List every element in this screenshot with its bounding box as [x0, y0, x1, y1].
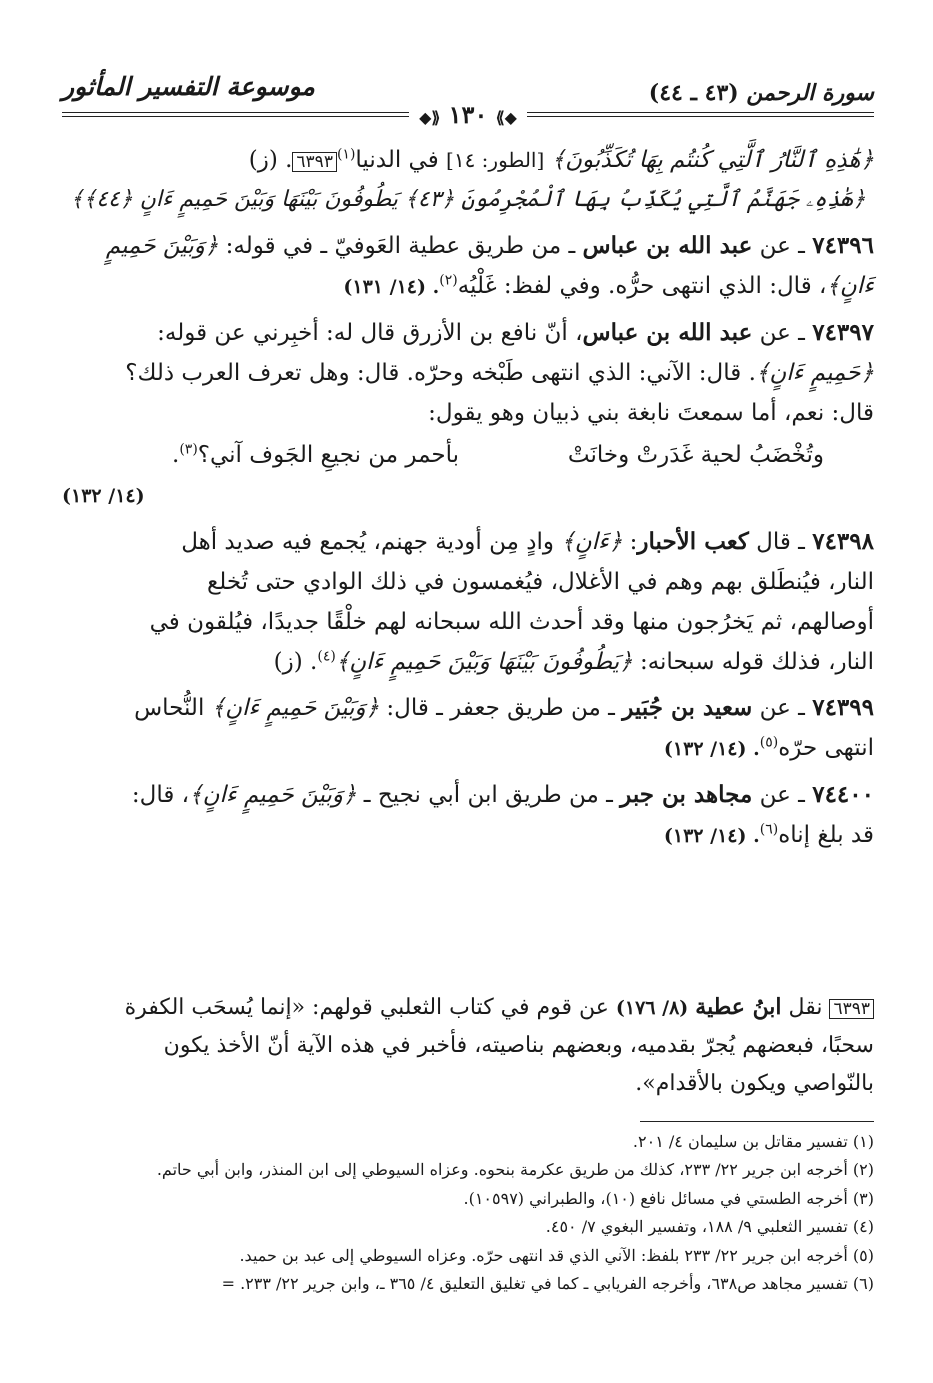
- footnote-marker: (٢): [439, 272, 458, 289]
- quran-quote: ﴿يَطُوفُونَ بَيْنَهَا وَبَيْنَ حَمِيمٍ ءَانٍ﴾: [335, 649, 633, 675]
- narration-entry: ٧٤٣٩٦ ـ عن عبد الله بن عباس ـ من طريق عطية العَوفيّ ـ في قوله: ﴿وَبَيْنَ حَمِيمٍ ءَانٍ﴾، قال: الذي انتهى حرُّه. وفي لفظ: غَلْيُه$^{(٢)}$. (١٤/ ١٣١): [105, 232, 874, 299]
- narration-entry: ٧٤٣٩٩ ـ عن سعيد بن جُبَير ـ من طريق جعفر ـ قال: ﴿وَبَيْنَ حَمِيمٍ ءَانٍ﴾ النُّحاس انتهى حرّه$^{(٥)}$. (١٤/ ١٣٢): [134, 694, 874, 761]
- narrator-name: كعب الأحبار: [637, 528, 749, 555]
- main-text: [62, 140, 874, 856]
- narrator-name: عبد الله بن عباس: [582, 319, 753, 346]
- quran-quote: ﴿وَبَيْنَ حَمِيمٍ ءَانٍ﴾: [211, 695, 380, 721]
- quran-quote: ءَانٍ﴾: [826, 273, 874, 299]
- volume-ref: . (١٤/ ١٣١): [343, 276, 440, 298]
- quran-quote: ﴿حَمِيمٍ ءَانٍ﴾: [755, 360, 874, 386]
- commentary-note: ٦٣٩٣ نقل ابنُ عطية (٨/ ١٧٦) عن قوم في كتاب الثعلبي قولهم: «إنما يُسحَب الكفرة سحبًا، فبعضهم يُجرّ بقدميه، وبعضهم بناصيته، فأخبر في هذه الآية أنّ الأخذ يكون بالنّواصي ويكون بالأقدام».: [124, 994, 874, 1096]
- narration-number: ٧٤٣٩٩: [812, 694, 874, 721]
- narration-entry: ٧٤٣٩٧ ـ عن عبد الله بن عباس، أنّ نافع بن الأزرق قال له: أخبِرني عن قوله: ﴿حَمِيمٍ ءَانٍ﴾. قال: الآني: الذي انتهى طَبْخه وحرّه. قال: وهل تعرف العرب ذلك؟ قال: نعم، أما سمعتَ نابغة بني ذبيان وهو يقول:: [125, 319, 874, 426]
- narration-number: ٧٤٣٩٧: [812, 319, 874, 346]
- footnote-separator: [640, 1121, 874, 1122]
- intro-line: ﴿هَٰذِهِ ٱلنَّارُ ٱلَّتِي كُنتُم بِهَا تُكَذِّبُونَ﴾ [الطور: ١٤] في الدنيا$^{(١)}$٦٣٩٣. (ز): [248, 146, 874, 173]
- volume-ref: (١٤/ ١٣٢): [62, 485, 145, 507]
- footnote: (٣) أخرجه الطستي في مسائل نافع (١٠)، والطبراني (١٠٥٩٧).: [463, 1188, 874, 1208]
- commentary-ref-box: ٦٣٩٣: [292, 152, 337, 172]
- quran-quote: ﴿وَبَيْنَ حَمِيمٍ: [105, 233, 219, 259]
- footnote-marker: (٤): [317, 648, 336, 665]
- footnote-marker: (٥): [759, 734, 779, 751]
- page-number-box: [409, 102, 527, 131]
- page-header: [62, 72, 874, 129]
- footnote: (٥) أخرجه ابن جرير ٢٢/ ٢٣٣ بلفظ: الآني الذي قد انتهى حرّه. وعزاه السيوطي إلى عبد بن حميد.: [239, 1245, 874, 1265]
- book-title: موسوعة التفسير المأثور: [62, 72, 315, 101]
- volume-ref: . (١٤/ ١٣٢): [663, 825, 760, 847]
- poetry-verse: [62, 435, 874, 475]
- quran-reference: [الطور: ١٤]: [446, 148, 545, 172]
- commentator-name: ابنُ عطية: [695, 994, 782, 1020]
- narration-entry: ٧٤٤٠٠ ـ عن مجاهد بن جبر ـ من طريق ابن أبي نجيح ـ ﴿وَبَيْنَ حَمِيمٍ ءَانٍ﴾، قال: قد بلغ إناه$^{(٦)}$. (١٤/ ١٣٢): [131, 781, 874, 848]
- poem-second-hemistich: بأحمر من نجيعِ الجَوف آني؟$^{(٣)}$.: [172, 441, 460, 468]
- verse-heading: ﴿هَٰذِهِۦ جَهَنَّمُ ٱلَّتِي يُكَذِّبُ بِهَا ٱلْمُجْرِمُونَ ﴿٤٣﴾ يَطُوفُونَ بَيْنَهَا وَبَيْنَ حَمِيمٍ ءَانٍ ﴿٤٤﴾﴾: [70, 187, 866, 212]
- footnote: (١) تفسير مقاتل بن سليمان ٤/ ٢٠١.: [632, 1132, 874, 1151]
- ornament-icon: ◆⟫: [419, 108, 441, 127]
- narrator-name: عبد الله بن عباس: [582, 232, 753, 259]
- poem-first-hemistich: وتُخْضَبُ لحية غَدَرتْ وخانَتْ: [567, 442, 824, 468]
- footnote: (٦) تفسير مجاهد ص٦٣٨، وأخرجه الفريابي ـ كما في تغليق التعليق ٤/ ٣٦٥ ـ، وابن جرير ٢٢/ ٢٣٣. =: [221, 1274, 874, 1294]
- footnote: (٢) أخرجه ابن جرير ٢٢/ ٢٣٣، كذلك من طريق عكرمة بنحوه. وعزاه السيوطي إلى ابن المنذر، وابن أبي حاتم.: [156, 1160, 874, 1180]
- commentary-ref-box: ٦٣٩٣: [829, 999, 874, 1019]
- footnote-marker: (٣): [179, 441, 198, 458]
- volume-ref: (٨/ ١٧٦): [615, 997, 689, 1019]
- narration-number: ٧٤٤٠٠: [812, 781, 874, 808]
- page-number: ١٣٠: [448, 100, 488, 129]
- quran-quote: ﴿ءَانٍ﴾: [561, 529, 623, 555]
- volume-ref: . (١٤/ ١٣٢): [663, 738, 760, 760]
- surah-name: سورة الرحمن: [746, 80, 874, 106]
- footnote-marker: (١): [336, 146, 356, 163]
- ayah-range: (٤٣ ـ ٤٤): [648, 80, 739, 106]
- footnote-marker: (٦): [759, 821, 779, 838]
- footnotes: [62, 1128, 874, 1298]
- quran-quote: ﴿هَٰذِهِ ٱلنَّارُ ٱلَّتِي كُنتُم بِهَا تُكَذِّبُونَ﴾: [551, 147, 874, 173]
- footnote: (٤) تفسير الثعلبي ٩/ ١٨٨، وتفسير البغوي ٧/ ٤٥٠.: [545, 1217, 874, 1237]
- quran-quote: ﴿وَبَيْنَ حَمِيمٍ ءَانٍ﴾: [189, 782, 357, 808]
- narrator-name: سعيد بن جُبَير: [622, 694, 753, 721]
- narration-number: ٧٤٣٩٦: [812, 232, 874, 259]
- ornament-icon: ⟪◆: [495, 108, 517, 127]
- narration-entry: ٧٤٣٩٨ ـ قال كعب الأحبار: ﴿ءَانٍ﴾ وادٍ مِن أودية جهنم، يُجمع فيه صديد أهل النار، فيُنطَلق بهم وهم في الأغلال، فيُغمسون في ذلك الوادي حتى تُخلع أوصالهم، ثم يَخرُجون منها وقد أحدث الله سبحانه لهم خلْقًا جديدًا، فيُلقون في النار، فذلك قوله سبحانه: ﴿يَطُوفُونَ بَيْنَهَا وَبَيْنَ حَمِيمٍ ءَانٍ﴾$^{(٤)}$. (ز): [149, 528, 874, 675]
- narration-number: ٧٤٣٩٨: [812, 528, 874, 555]
- narrator-name: مجاهد بن جبر: [620, 781, 753, 808]
